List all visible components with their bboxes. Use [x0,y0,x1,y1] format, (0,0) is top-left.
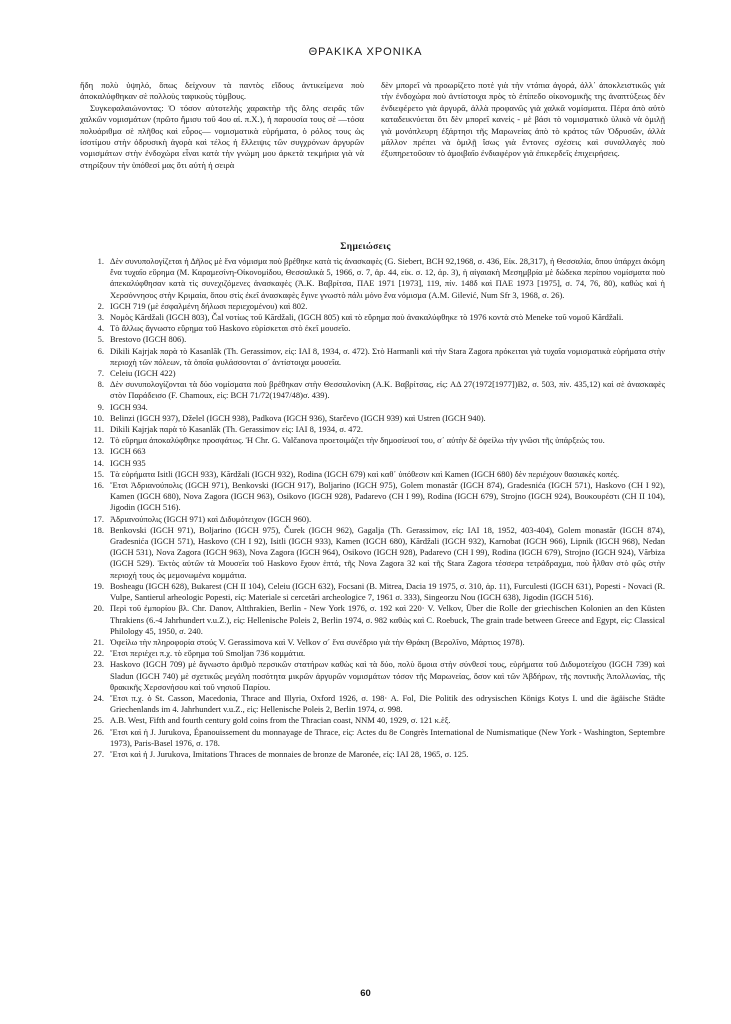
footnote-text: Belinzi (IGCH 937), Dželel (IGCH 938), Padkova (IGCH 936), Starčevo (IGCH 939) καὶ Ustren (IGCH 940). [110,412,486,423]
footnote-text: Νομὸς Kărdžali (IGCH 803), Čal νοτίως τοῦ Kărdžali, (IGCH 805) καὶ τὸ εὕρημα ποὺ ἀνακαλύφθηκε τὸ 1976 κοντὰ στὸ Meneke τοῦ νομοῦ Kărdžali. [110,312,624,323]
footnote-text: Dikili Kajrjak παρὰ τὸ Kasanlăk (Th. Gerassimov, εἰς: IAI 8, 1934, σ. 472). Στὸ Harmanli καὶ τὴν Stara Zagora πρόκειται γιὰ τυχαῖα νομισματικὰ εὑρήματα στὴν περιοχὴ τῶν πόλεων, τὰ ὁποῖα φυλάσσονται σ᾽ ἀντίστοιχα μουσεῖα. [110,345,665,367]
footnote-text: IGCH 663 [110,446,146,457]
footnote-text: Ἔτσι περιέχει π.χ. τὸ εὕρημα τοῦ Smoljan 736 κομμάτια. [110,648,306,659]
footnote-text: Ὀφείλω τὴν πληροφορία στούς V. Gerassimova καὶ V. Velkov σ᾽ ἕνα συνέδριο γιὰ τὴν Θράκη (Βερολῖνο, Μάρτιος 1978). [110,636,525,647]
footnote-number: 5. [97,334,104,345]
left-column [80,80,364,255]
footnote-number: 24. [93,692,104,703]
footnote-item [88,446,665,457]
footnote-item [88,435,665,446]
running-head: ΘΡΑΚΙΚΑ ΧΡΟΝΙΚΑ [308,46,423,58]
footnote-number: 8. [97,379,104,390]
footnote-text: Haskovo (IGCH 709) μὲ ἄγνωστο ἀριθμὸ περσικῶν στατήρων καθὼς καὶ τὰ δύο, πολὺ ὅμοια στὴν σύνθεσί τους, εὑρήματα τοῦ Διδυμοτείχου (IGCH 739) καὶ Sladun (IGCH 740) μὲ σχετικῶς μεγάλη ποσότητα μικρῶν ἀργυρῶν νομισμάτων τόσον τῆς Μαρωνείας, ὅσον καὶ τῶν Ἀβδήρων, τῆς ποντικῆς Ἀπολλωνίας, τῆς θρακικῆς Χερσονήσου καὶ τοῦ νησιοῦ Παρίου. [110,659,665,692]
footnote-item [88,256,665,301]
footnote-item [88,469,665,480]
footnote-text: Dikili Kajrjak παρὰ τὸ Kasanlăk (Th. Gerassimov εἰς: IAI 8, 1934, σ. 472. [110,424,364,435]
footnote-item [88,480,665,514]
footnote-number: 18. [93,524,104,535]
footnote-item [88,379,665,401]
footnote-number: 22. [93,648,104,659]
footnote-item [88,424,665,435]
footnote-text: A.B. West, Fifth and fourth century gold coins from the Thracian coast, NNM 40, 1929, σ. 121 κ.ἑξ. [110,715,451,726]
footnote-text: Bosheagu (IGCH 628), Bukarest (CH II 104), Celeiu (IGCH 632), Focsani (B. Mitrea, Dacia 19 1975, σ. 310, ἀρ. 11), Furculesti (IGCH 631), Popesti - Novaci (R. Vulpe, Santierul arheologic Popesti, εἰς: Materiale si cercetări archeologice 7, 1961 σ. 333), Singeorzu Nou (IGCH 638), Jigodin (IGCH 516). [110,580,665,603]
body-text [80,80,665,255]
footnote-number: 9. [97,401,104,412]
footnote-number: 10. [93,412,104,423]
footnote-item [88,402,665,413]
left-paragraph: Συγκεφαλαιώνοντας: Ὁ τόσον αὐτοτελὴς χαρακτὴρ τῆς ὅλης σειρᾶς τῶν χαλκῶν νομισμάτων (πρῶτο ἥμισυ τοῦ 4ου αἰ. π.Χ.), ἡ παρουσία τους σὲ —τόσα πολυάριθμα σὲ πλῆθος καὶ εὖρος— νομισματικὰ εὑρήματα, ὁ ρόλος τους ὡς ἰσοτίμου στὴν ὀδρυσικὴ ἀγορὰ καὶ τέλος ἡ ἔλλειψις τῶν συγχρόνων ἀργυρῶν νομισμάτων στὴν ἐνδοχώρα εἶναι κατὰ τὴν γνώμη μου ἀρκετὰ τεκμήρια γιὰ νὰ στηρίξουν τὴν ὑπόθεσί μας ὅτι αὐτὴ ἡ σειρὰ [80,102,364,170]
footnote-text: Ἔτσι π.χ. ὁ St. Casson, Macedonia, Thrace and Illyria, Oxford 1926, σ. 198· A. Fol, Die Politik des odrysischen Königs Kotys I. und die ägäische Städte Griechenlands im 4. Jahrhundert v.u.Z., εἰς: Hellenische Poleis 2, Berlin 1974, σ. 998. [110,692,665,715]
footnote-number: 7. [97,368,104,379]
footnote-number: 25. [93,715,104,726]
footnote-number: 11. [93,424,104,435]
footnote-number: 20. [93,603,104,614]
footnote-number: 17. [93,513,104,524]
footnote-number: 16. [93,480,104,491]
footnote-text: Τὸ εὕρημα ἀποκαλύφθηκε προσφάτως. Ἡ Chr. G. Valčanova προετοιμάζει τὴν δημοσίευσί του, σ᾽ αὐτὴν δὲ ὀφείλω τὴν γνῶσι τῆς ὑπάρξεώς του. [110,435,605,446]
footnote-text: Celeiu (IGCH 422) [110,368,176,379]
footnote-number: 15. [93,468,104,479]
footnote-item [88,368,665,379]
footnote-text: Ἀδριανούπολις (IGCH 971) καὶ Διδυμότειχον (IGCH 960). [110,513,312,524]
footnote-number: 26. [93,726,104,737]
footnote-text: Περὶ τοῦ ἐμπορίου βλ. Chr. Danov, Altthrakien, Berlin - New York 1976, σ. 192 καὶ 220· V. Velkov, Über die Rolle der griechischen Kolonien an den Küsten Thrakiens (6.-4 Jahrhundert v.u.Z.), εἰς: Hellenische Poleis 2, Berlin 1974, σ. 982 καθὼς καὶ C. Roebuck, The grain trade between Greece and Egypt, εἰς: Classical Philology 45, 1950, σ. 240. [110,603,665,636]
footnote-item [88,514,665,525]
right-paragraph: δὲν μπορεῖ νὰ προωρίζετο ποτὲ γιὰ τὴν ντόπια ἀγορά, ἀλλ᾽ ἀποκλειστικῶς γιὰ τὴν ἐνδοχώρα ποὺ ἀντίστοιχα πρὸς τὸ ἐπίπεδο οἰκονομικῆς της ἀναπτύξεως δὲν ἐνδιεφέρετο γιὰ ἀργυρᾶ, ἀλλὰ προφανῶς γιὰ χαλκᾶ νομίσματα. Πέρα ἀπὸ αὐτὸ καταδεικνύεται ὅτι δὲν μπορεῖ κανεὶς - μὲ βάσι τὸ νομισματικὸ ὑλικὸ νὰ ὁμιλῇ γιὰ μονόπλευρη ἐξάρτησι τῆς Μαρωνείας ἀπὸ τὸ κράτος τῶν Ὀδρυσῶν, ἀλλὰ μᾶλλον πρέπει νὰ ὁμιλῇ ἴσως γιὰ ἔντονες σχέσεις καὶ συναλλαγὲς ποὺ ἐξυπηρετοῦσαν τὸ ἀμοιβαῖο ἐνδιαφέρον γιὰ ἐπικερδεῖς ἐπιχειρήσεις. [381,80,665,159]
footnote-number: 3. [97,312,104,323]
footnote-item [88,458,665,469]
footnote-item [88,334,665,345]
footnote-number: 1. [97,256,104,266]
footnote-item [88,749,665,760]
footnote-item [88,693,665,715]
footnote-number: 6. [97,345,104,356]
footnote-item [88,659,665,693]
footnote-text: Τὸ ἄλλως ἄγνωστο εὕρημα τοῦ Haskovo εὑρίσκεται στὸ ἐκεῖ μουσεῖο. [110,323,351,334]
footnote-text: Τὰ εὑρήματα Isitli (IGCH 933), Kărdžali (IGCH 932), Rodina (IGCH 679) καὶ καθ᾽ ὑπόθεσιν καὶ Kamen (IGCH 680) δὲν περιέχουν θασιακὲς κοπές. [110,468,620,479]
footnote-number: 2. [97,300,104,311]
footnote-number: 12. [93,435,104,446]
footnote-item [88,312,665,323]
footnote-item [88,581,665,603]
footnote-text: IGCH 719 (μὲ ἐσφαλμένη δήλωσι περιεχομένου) καὶ 802. [110,300,308,311]
footnote-number: 23. [93,659,104,670]
footnote-number: 14. [93,457,104,468]
footnote-item [88,727,665,749]
footnote-item [88,715,665,726]
footnote-item [88,323,665,334]
footnote-number: 21. [93,636,104,647]
footnote-text: Ἔτσι καὶ ἡ J. Jurukova, Épanouissement du monnayage de Thrace, εἰς: Actes du 8e Congrès International de Numismatique (New York - Washington, Septembre 1973), Paris-Basel 1976, σ. 178. [110,726,665,748]
footnote-item [88,603,665,637]
footnote-text: Ἔτσι Ἀδριανούπολις (IGCH 971), Benkovski (IGCH 917), Boljarino (IGCH 975), Golem monastăr (IGCH 874), Gradesnića (IGCH 571), Haskovo (CH I 92), Kamen (IGCH 680), Nova Zagora (IGCH 963), Osikovo (IGCH 928), Padarevo (CH I 99), Rodina (IGCH 679), Strojno (IGCH 924), Βουκουρέστι (CH II 104), Jigodin (IGCH 516). [110,480,665,513]
footnote-text: IGCH 934. [110,401,148,412]
footnote-item [88,648,665,659]
footnote-number: 4. [97,323,104,334]
footnote-text: Benkovski (IGCH 971), Boljarino (IGCH 975), Čurek (IGCH 962), Gagalja (Th. Gerassimov, εἰς: IAI 18, 1952, 403-404), Golem monastăr (IGCH 874), Gradesnića (IGCH 571), Haskovo (CH I 92), Isitli (IGCH 933), Kamen (IGCH 680), Kărdžali (IGCH 932), Karnobat (IGCH 966), Lipnik (IGCH 968), Nedan (IGCH 531), Nova Zagora (IGCH 963), Nova Zagora (IGCH 964), Osikovo (IGCH 928), Padarevo (CH I 99), Rodina (IGCH 679), Strojno (IGCH 924), Vărbiza (IGCH 529). Ἐκτὸς αὐτῶν τὰ Μουσεῖα τοῦ Haskovo ἔχουν ἑπτά, τῆς Nova Zagora 32 καὶ τῆς Stara Zagora τέσσερα τετράδραχμα, ποὺ ἦλθαν στὸ φῶς στὴν περιοχή τους ὡς μεμονωμένα κομμάτια. [110,524,665,580]
footnote-item [88,301,665,312]
footnote-item [88,346,665,368]
footnote-number: 13. [93,446,104,457]
footnote-number: 19. [93,580,104,591]
notes-heading: Σημειώσεις [340,242,391,252]
page-number: 60 [360,988,371,999]
footnote-text: Δὲν συνυπολογίζεται ἡ Δῆλος μὲ ἕνα νόμισμα ποὺ βρέθηκε κατὰ τὶς ἀνασκαφὲς (G. Siebert, BCH 92,1968, σ. 436, Εἰκ. 28,317), ἡ Θεσσαλία, ὅπου ὑπάρχει ἀκόμη ἕνα τυχαῖο εὕρημα (Μ. Καραμεσίνη-Οἰκονομίδου, Θεσσαλικὰ 5, 1966, σ. 7, ἀρ. 44, εἰκ. σ. 12, ἀρ. 3), ἡ αἰγαιακὴ Μεσημβρία μὲ δώδεκα περίπου νομίσματα ποὺ ἀπεκαλύφθησαν κατὰ τὶς συνεχιζόμενες ἀνασκαφὲς (Ἀ.Κ. Βαβρίτσα, ΠΑΕ 1971 [1973], 119, πίν. 148δ καὶ ΠΑΕ 1973 [1975], σ. 74, 76, 80), καθὼς καὶ ἡ Χερσόννησος στὴν Κριμαία, ὅπου στὶς ἐκεῖ ἀνασκαφὲς ἔγινε γνωστὸ πάλι μόνο ἕνα νόμισμα (A.M. Gilević, Num Sfr 3, 1968, σ. 26). [110,256,665,300]
right-column [381,80,665,255]
footnote-text: Brestovo (IGCH 806). [110,334,187,345]
footnote-item [88,525,665,581]
footnote-text: IGCH 935 [110,457,146,468]
footnote-item [88,413,665,424]
footnote-text: Δὲν συνυπολογίζονται τὰ δύο νομίσματα ποὺ βρέθηκαν στὴν Θεσσαλονίκη (Α.Κ. Βαβρίτσας, εἰς: ΑΔ 27(1972[1977])Β2, σ. 503, πίν. 435,12) καὶ σὲ ἀνασκαφὲς στὸν Παράδεισο (F. Chamoux, εἰς: BCH 71/72(1947/48)σ. 439). [110,379,665,401]
footnote-item [88,637,665,648]
footnote-text: Ἔτσι καὶ ἡ J. Jurukova, Imitations Thraces de monnaies de bronze de Maronée, εἰς: IAI 28, 1965, σ. 125. [110,748,469,759]
footnotes-list [88,256,665,760]
footnote-number: 27. [93,748,104,759]
left-paragraph: ἤδη πολὺ ὑψηλό, ὅπως δείχνουν τὰ παντὸς εἴδους ἀντικείμενα ποὺ ἀποκαλύφθηκαν σὲ πολλοὺς ταφικοὺς τύμβους. [80,80,364,102]
